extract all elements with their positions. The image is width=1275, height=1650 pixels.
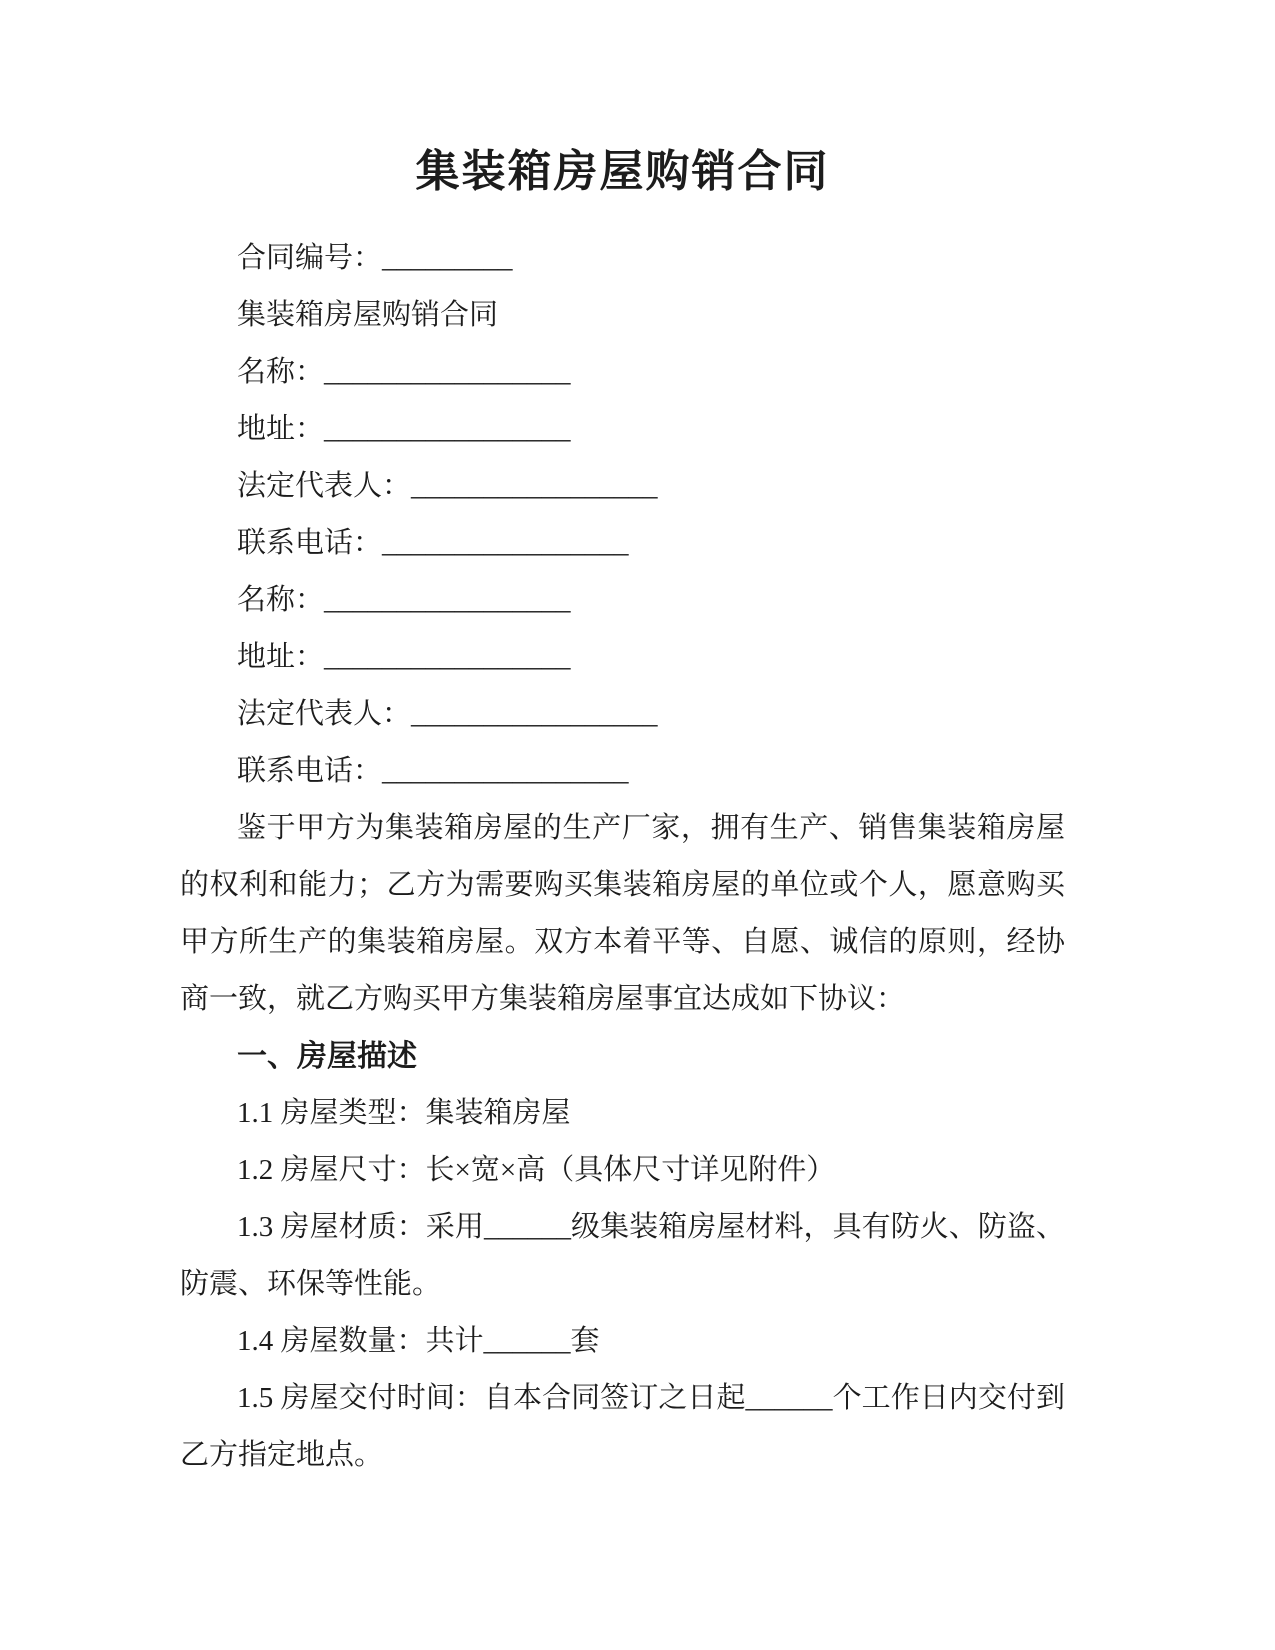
document-body — [180, 230, 1065, 1484]
section-1-heading: 一、房屋描述 — [237, 1040, 417, 1073]
clause-1-5-delivery-time: 1.5 房屋交付时间：自本合同签订之日起______个工作日内交付到乙方指定地点。 — [180, 1382, 1065, 1471]
clause-1-3-house-material: 1.3 房屋材质：采用______级集装箱房屋材料，具有防火、防盗、防震、环保等性能。 — [180, 1211, 1065, 1300]
clause-1-1-house-type: 1.1 房屋类型：集装箱房屋 — [237, 1097, 571, 1129]
party-b-representative-line: 法定代表人：_________________ — [237, 698, 658, 730]
party-a-address-line: 地址：_________________ — [237, 413, 571, 445]
party-b-address-line: 地址：_________________ — [237, 641, 571, 673]
party-a-representative-line: 法定代表人：_________________ — [237, 470, 658, 502]
party-a-name-line: 名称：_________________ — [237, 356, 571, 388]
document-title: 集装箱房屋购销合同 — [415, 147, 830, 196]
clause-1-4-house-quantity: 1.4 房屋数量：共计______套 — [237, 1325, 600, 1357]
party-b-name-line: 名称：_________________ — [237, 584, 571, 616]
contract-number-line: 合同编号：_________ — [237, 242, 513, 274]
contract-subtitle-line: 集装箱房屋购销合同 — [237, 299, 499, 331]
party-a-phone-line: 联系电话：_________________ — [237, 527, 629, 559]
contract-preamble-paragraph: 鉴于甲方为集装箱房屋的生产厂家，拥有生产、销售集装箱房屋的权利和能力；乙方为需要购买集装箱房屋的单位或个人，愿意购买甲方所生产的集装箱房屋。双方本着平等、自愿、诚信的原则，经协商一致，就乙方购买甲方集装箱房屋事宜达成如下协议： — [180, 812, 1065, 1015]
clause-1-2-house-size: 1.2 房屋尺寸：长×宽×高（具体尺寸详见附件） — [237, 1154, 836, 1186]
party-b-phone-line: 联系电话：_________________ — [237, 755, 629, 787]
